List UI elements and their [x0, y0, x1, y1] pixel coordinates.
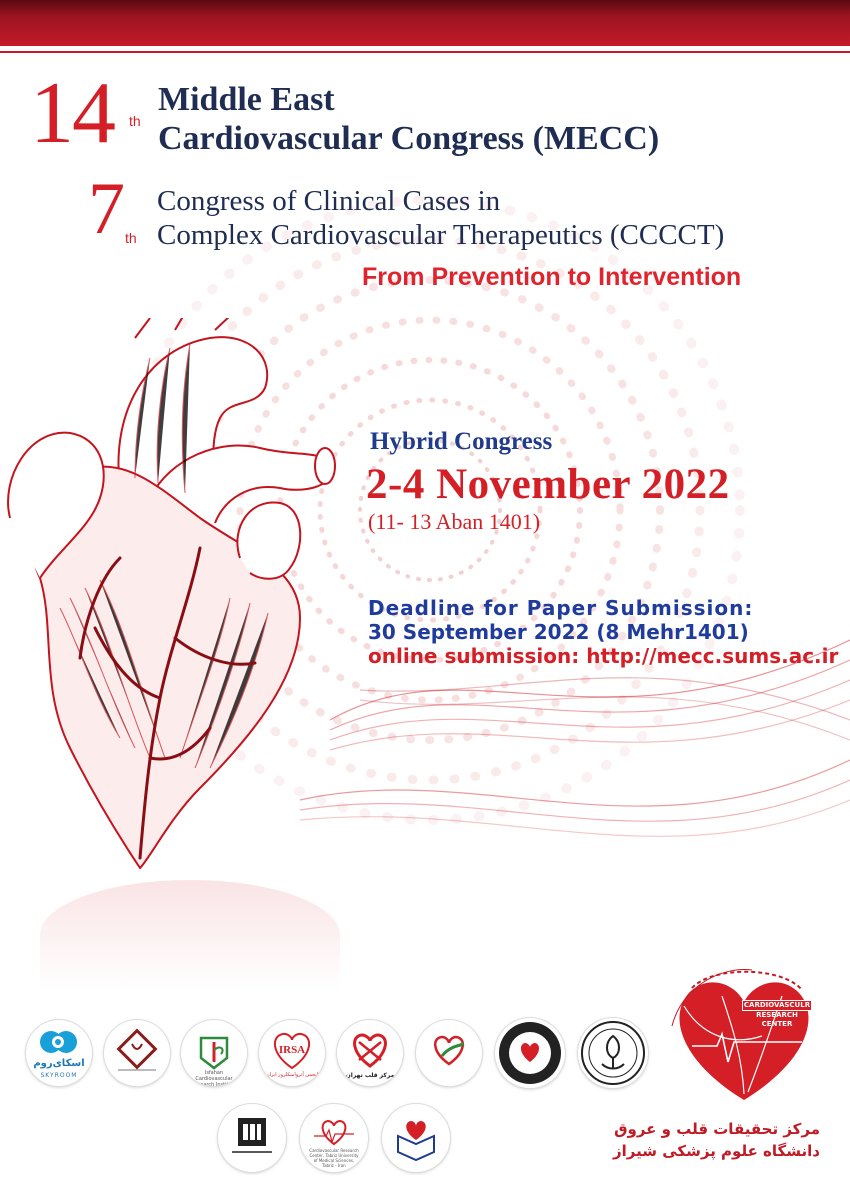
crc-label-line1: CARDIOVASCULR — [743, 1001, 811, 1009]
iranian-heart-association-icon — [495, 1018, 565, 1088]
congress1-ordinal: 14 — [30, 65, 114, 162]
building-icon — [218, 1104, 286, 1172]
university-seal-icon — [578, 1018, 648, 1088]
skyroom-fa-text: اسکای‌روم — [33, 1058, 85, 1069]
congress2-ordinal: 7 — [88, 168, 125, 250]
iranian-heart-association-logo — [495, 1018, 565, 1088]
isfahan-caption: Isfahan Cardiovascular Research Institute — [191, 1070, 237, 1086]
heart-illustration — [0, 318, 360, 878]
host-line2: دانشگاه علوم پزشکی شیراز — [613, 1142, 820, 1160]
emblem-icon — [104, 1020, 170, 1086]
skyroom-logo — [26, 1020, 92, 1086]
isfahan-logo — [181, 1020, 247, 1086]
irsa-fa-caption: انجمن آترواسکلروز ایران — [265, 1072, 319, 1078]
congress2-title — [157, 184, 724, 252]
irsa-logo — [259, 1020, 325, 1086]
university-seal-logo — [578, 1018, 648, 1088]
imam-center-logo — [218, 1104, 286, 1172]
skyroom-text: SKYROOM — [40, 1072, 78, 1079]
congress2-title-line1: Congress of Clinical Cases in — [157, 185, 501, 217]
crc-emblem — [662, 966, 828, 1104]
tabriz-crc-logo — [300, 1104, 368, 1172]
crc-heart-icon — [662, 966, 828, 1104]
congress2-title-line2: Complex Cardiovascular Therapeutics (CCCCT) — [157, 219, 725, 251]
book-heart-icon — [382, 1104, 450, 1172]
event-dates: 2-4 November 2022 — [366, 461, 730, 508]
congress1-ordinal-suffix: th — [129, 113, 141, 129]
deadline-date: 30 September 2022 (8 Mehr1401) — [368, 620, 749, 644]
society-logo-1 — [104, 1020, 170, 1086]
flag-heart-icon — [416, 1020, 482, 1086]
crc-label-line2: RESEARCH — [756, 1011, 798, 1019]
irsa-label: IRSA — [278, 1044, 306, 1056]
congress1-title — [158, 80, 659, 158]
tabriz-caption: Cardiovascular Research Center, Tabriz University of Medical Sciences, Tabriz - Iran — [309, 1148, 359, 1168]
tehran-heart-caption: مرکز قلب تهران — [345, 1072, 395, 1079]
congress1-title-line2: Cardiovascular Congress (MECC) — [158, 120, 660, 157]
host-institution — [613, 1118, 820, 1162]
submission-info — [368, 596, 838, 668]
congress1-title-line1: Middle East — [158, 81, 335, 118]
society-logo-flag — [416, 1020, 482, 1086]
host-line1: مرکز تحقیقات قلب و عروق — [614, 1120, 820, 1138]
heart-reflection — [40, 880, 340, 990]
event-persian-dates: (11- 13 Aban 1401) — [368, 509, 541, 534]
slogan: From Prevention to Intervention — [362, 263, 742, 291]
book-heart-logo — [382, 1104, 450, 1172]
crc-label — [742, 1000, 812, 1029]
tehran-heart-logo — [337, 1020, 403, 1086]
event-type: Hybrid Congress — [370, 428, 553, 455]
deadline-label: Deadline for Paper Submission: — [368, 596, 754, 620]
crc-label-line3: CENTER — [761, 1020, 793, 1028]
congress2-ordinal-suffix: th — [125, 230, 137, 246]
online-submission-link[interactable]: online submission: http://mecc.sums.ac.ir — [368, 644, 839, 668]
